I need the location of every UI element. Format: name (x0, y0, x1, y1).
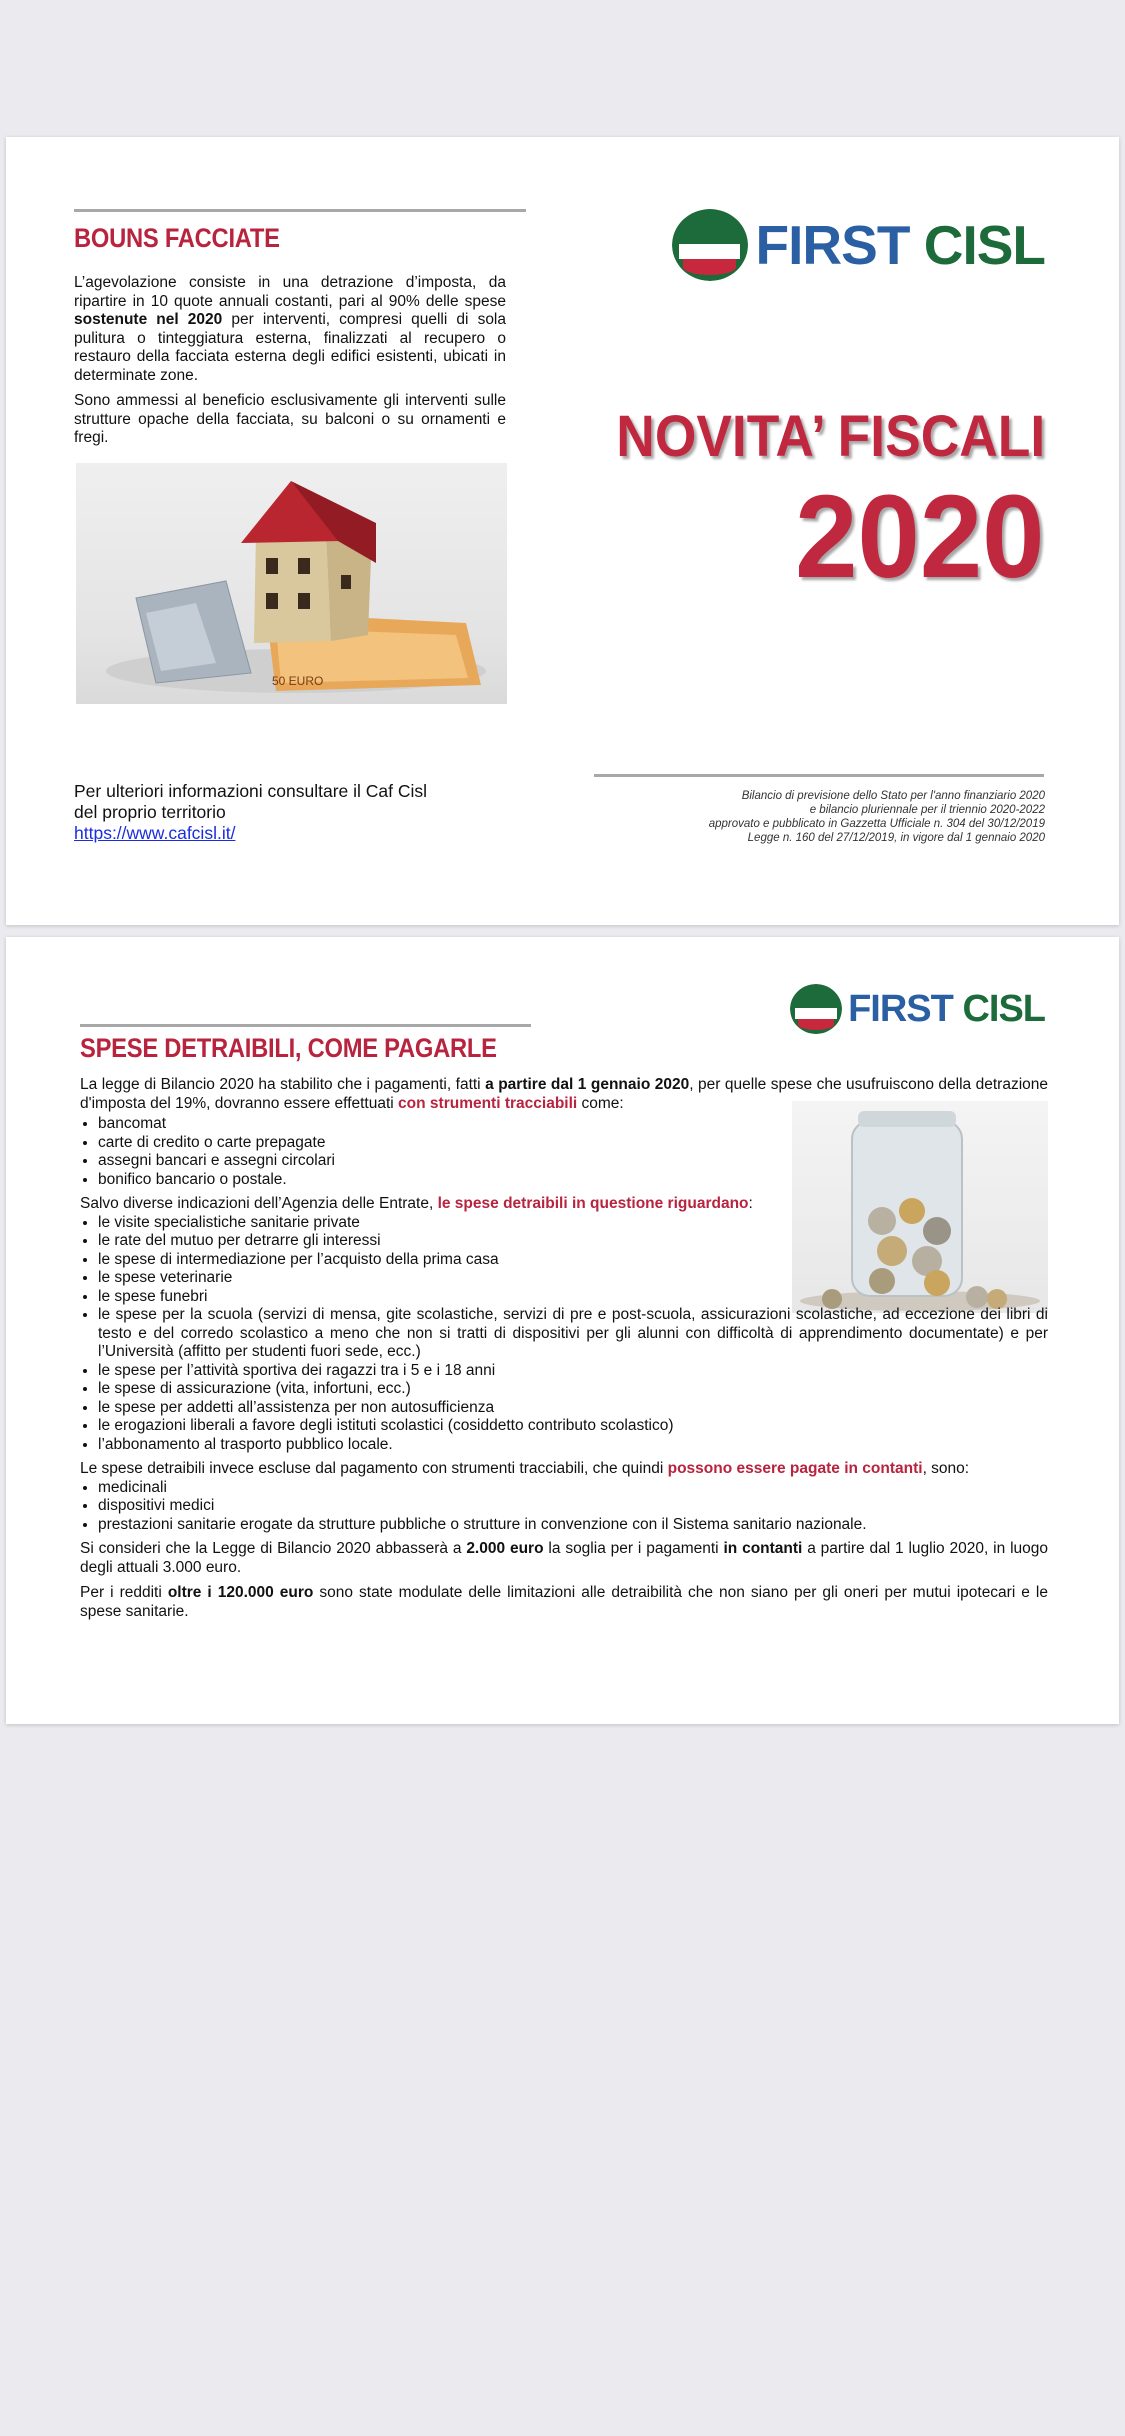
first-cisl-logo-small (790, 984, 1045, 1034)
logo-first: FIRST (848, 987, 953, 1030)
text-run: Le spese detraibili invece escluse dal pagamento con strumenti tracciabili, che quindi (80, 1460, 668, 1477)
income-paragraph (80, 1584, 1048, 1621)
text-run: Salvo diverse indicazioni dell’Agenzia delle Entrate, (80, 1195, 438, 1212)
section-title-bonus-facciate: BOUNS FACCIATE (74, 223, 280, 253)
footer-rule (594, 774, 1044, 777)
text-run: a partire dal 1 luglio 2020, in luogo degli attuali 3.000 euro. (80, 1540, 1048, 1576)
banknote-label: 50 EURO (272, 674, 324, 688)
list-item: • carte di credito o carte prepagate (98, 1134, 1048, 1153)
headline-novita-fiscali: NOVITA’ FISCALI (616, 404, 1045, 469)
logo-first: FIRST (755, 214, 910, 276)
bonus-paragraph-2: Sono ammessi al beneficio esclusivamente gli interventi sulle strutture opache della facciata, su balconi o su ornamenti e fregi. (74, 392, 506, 446)
list-item: • le spese di assicurazione (vita, infortuni, ecc.) (98, 1380, 1048, 1399)
logo-wordmark (756, 213, 1045, 277)
text-run: sono state modulate delle limitazioni alle detraibilità che non siano per gli oneri per mutui ipotecari e le spese sanitarie. (80, 1584, 1048, 1620)
legal-line-4: Legge n. 160 del 27/12/2019, in vigore dal 1 gennaio 2020 (747, 832, 1045, 844)
list-item: • bancomat (98, 1115, 1048, 1134)
heading-rule (74, 209, 526, 212)
text-bold: oltre i 120.000 euro (167, 1584, 314, 1601)
first-cisl-emblem-icon (790, 984, 842, 1034)
text-run: , sono: (922, 1460, 970, 1477)
cash-intro (80, 1460, 1048, 1479)
expenses-intro (80, 1195, 1048, 1214)
text-run: per interventi, compresi quelli di sola pulitura o tinteggiatura esterna, finalizzati al recupero o restauro della facciata esterna degli edifici esistenti, ubicati in determinate zone. (74, 311, 507, 384)
spese-detraibili-text (80, 1076, 1048, 1628)
first-cisl-logo (672, 209, 1045, 281)
payment-methods-list (80, 1115, 1048, 1189)
legal-line-3: approvato e pubblicato in Gazzetta Ufficiale n. 304 del 30/12/2019 (708, 818, 1045, 830)
legal-line-2: e bilancio pluriennale per il triennio 2020-2022 (809, 804, 1045, 816)
text-red: le spese detraibili in questione riguardano (437, 1195, 749, 1212)
document-page-1 (6, 137, 1119, 925)
cafcisl-link[interactable]: https://www.cafcisl.it/ (74, 823, 236, 843)
contact-line-1: Per ulteriori informazioni consultare il Caf Cisl (74, 781, 428, 801)
list-item: • le rate del mutuo per detrarre gli interessi (98, 1232, 1048, 1251)
bonus-paragraph-1 (74, 274, 506, 385)
list-item: • le spese di intermediazione per l’acquisto della prima casa (98, 1251, 1048, 1270)
list-item: • assegni bancari e assegni circolari (98, 1152, 1048, 1171)
bonus-facciate-text (74, 274, 506, 455)
house-photo (76, 463, 507, 704)
text-run: Per i redditi (80, 1584, 168, 1601)
list-item: • le erogazioni liberali a favore degli istituti scolastici (cosiddetto contributo scolastico) (98, 1417, 1048, 1436)
list-item: • le spese per la scuola (servizi di mensa, gite scolastiche, servizi di pre e post-scuola, assicurazioni scolastiche, ad eccezione dei libri di testo e del corredo scolastico a meno che non si tratti di dispositivi per gli alunni con difficoltà di apprendimento documentate) e per l’Università (affitto per studenti fuori sede, ecc.) (98, 1306, 1048, 1362)
list-item: • medicinali (98, 1479, 1048, 1498)
legal-line-1: Bilancio di previsione dello Stato per l'anno finanziario 2020 (741, 790, 1045, 802)
contact-info (74, 781, 427, 844)
heading-rule (80, 1024, 531, 1027)
text-red: possono essere pagate in contanti (667, 1460, 923, 1477)
threshold-paragraph (80, 1540, 1048, 1577)
text-run: La legge di Bilancio 2020 ha stabilito che i pagamenti, fatti (80, 1076, 486, 1093)
text-bold: 2.000 euro (466, 1540, 544, 1557)
expenses-list (80, 1214, 1048, 1455)
house-on-banknotes-illustration (76, 463, 507, 704)
document-page-2 (6, 937, 1119, 1724)
list-item: • bonifico bancario o postale. (98, 1171, 1048, 1190)
cash-items-list (80, 1479, 1048, 1535)
list-item: • dispositivi medici (98, 1497, 1048, 1516)
text-run: come: (577, 1094, 624, 1112)
logo-cisl: CISL (923, 214, 1045, 276)
logo-cisl: CISL (962, 987, 1045, 1030)
first-cisl-emblem-icon (672, 209, 748, 281)
list-item: • le spese veterinarie (98, 1269, 1048, 1288)
section-title-spese-detraibili: SPESE DETRAIBILI, COME PAGARLE (80, 1033, 497, 1063)
text-run: , per quelle spese che usufruiscono della detrazione d'imposta del 19%, dovranno essere effettuati (80, 1076, 1049, 1112)
text-bold: sostenute nel 2020 (74, 311, 223, 328)
text-run: : (748, 1195, 753, 1212)
text-bold: in contanti (723, 1540, 803, 1557)
list-item: • le spese per l’attività sportiva dei ragazzi tra i 5 e i 18 anni (98, 1362, 1048, 1381)
list-item: • l’abbonamento al trasporto pubblico locale. (98, 1436, 1048, 1455)
text-red: con strumenti tracciabili (398, 1094, 578, 1112)
text-run: Si consideri che la Legge di Bilancio 2020 abbasserà a (80, 1540, 467, 1557)
contact-line-2: del proprio territorio (74, 802, 226, 822)
intro-paragraph (80, 1076, 1048, 1113)
list-item: • le spese funebri (98, 1288, 1048, 1307)
list-item: • prestazioni sanitarie erogate da strutture pubbliche o strutture in convenzione con il Sistema sanitario nazionale. (98, 1516, 1048, 1535)
text-bold: a partire dal 1 gennaio 2020 (485, 1076, 690, 1093)
legal-reference-note (709, 789, 1045, 845)
text-run: la soglia per i pagamenti (543, 1540, 724, 1557)
list-item: • le spese per addetti all’assistenza per non autosufficienza (98, 1399, 1048, 1418)
logo-wordmark (848, 988, 1045, 1031)
list-item: • le visite specialistiche sanitarie private (98, 1214, 1048, 1233)
text-run: L’agevolazione consiste in una detrazione d’imposta, da ripartire in 10 quote annuali costanti, pari al 90% delle spese (74, 274, 506, 310)
headline-year: 2020 (795, 471, 1045, 603)
